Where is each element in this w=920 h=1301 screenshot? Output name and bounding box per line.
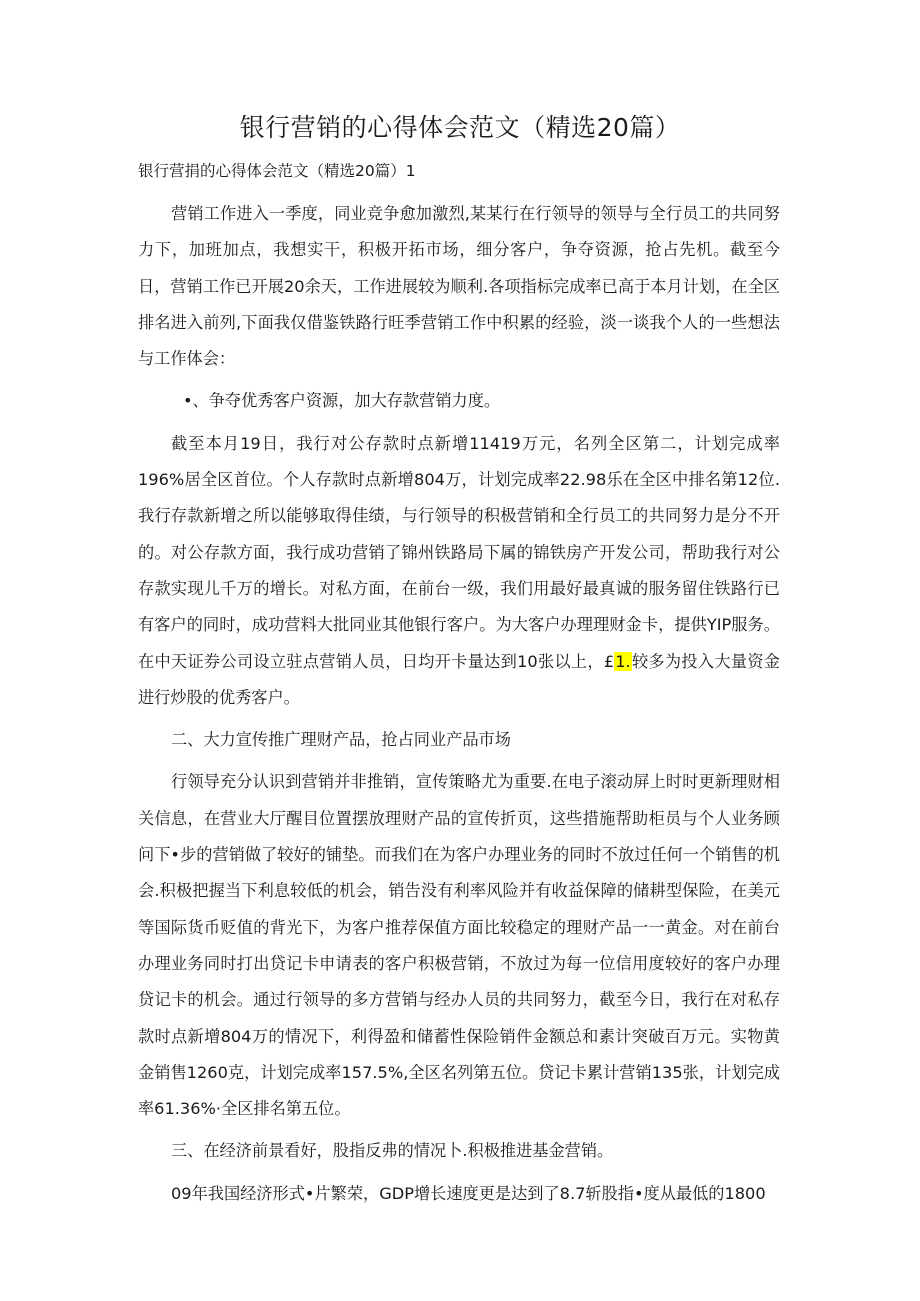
paragraph-deposits (138, 426, 780, 716)
paragraph-deposits-text-b: 较多为投入大量资金进行炒股的优秀客户。 (138, 651, 780, 707)
document-subtitle: 银行营捐的心得体会范文（精选20篇）1 (138, 162, 416, 180)
paragraph-economy: 09年我国经济形式•片繁荣，GDP增长速度更是达到了8.7斩股指•度从最低的1800 (171, 1183, 766, 1203)
paragraph-wealth-products: 行领导充分认识到营销并非推销，宣传策略尤为重要.在电子滚动屏上时时更新理财相关信息，在营业大厅醒目位置摆放理财产品的宣传折页，这些措施帮助柜员与个人业务顾问下•步的营销做了较好的铺垫。而我们在为客户办理业务的同时不放过任何一个销售的机会.积极把握当下利息较低的机会，销告没有利率风险并有收益保障的储耕型保险，在美元等国际货币贬值的背光下，为客户推荐保值方面比较稳定的理财产品一一黄金。对在前台办理业务同时打出贷记卡申请表的客户积极营销，不放过为每一位信用度较好的客户办理贷记卡的机会。通过行领导的多方营销与经办人员的共同努力，截至今日，我行在对私存款时点新增804万的情况下，利得盈和储蓄性保险销件金额总和素计突破百万元。实物黄金销售1260克，计划完成率157.5%,全区名列第五位。贷记卡累计营销135张，计划完成率61.36%·全区排名第五位。 (138, 772, 780, 1119)
section-heading-3: 三、在经济前景看好，股指反弗的情况卜.积极推进基金营销。 (171, 1141, 614, 1161)
section-heading-2: 二、大力宣传推广理财产品，抢占同业产品市场 (171, 730, 511, 750)
document-body (138, 196, 780, 1218)
document-title: 银行营销的心得体会范文（精选20篇） (239, 113, 681, 142)
paragraph-intro: 营销工作进入一季度，同业竞争愈加激烈,某某行在行领导的领导与全行员工的共同努力下，加班加点，我想实干，积极开拓市场，细分客户，争夺资源，抢占先机。截至今日，营销工作已开展20余天，工作进展较为顺利.各项指标完成率已高于本月计划，在全区排名进入前列,下面我仅借鉴铁路行旺季营销工作中积累的经验，淡一谈我个人的一些想法与工作体会： (138, 204, 780, 369)
highlighted-text: 1. (615, 651, 631, 671)
paragraph-deposits-text-a: 截至本月19日，我行对公存款时点新增11419万元，名列全区第二，计划完成率196%居全区首位。个人存款时点新增804万，计划完成率22.98乐在全区中排名第12位.我行存款新增之所以能够取得佳绩，与行领导的积极营销和全行员工的共同努力是分不开的。对公存款方面，我行成功营销了锦州铁路局下属的锦铁房产开发公司，帮助我行对公存款实现儿千万的增长。对私方面，在前台一级，我们用最好最真诚的服务留住铁路行已有客户的同时，成功营料大批同业其他银行客户。为大客户办理理财金卡，提供YIP服务。在中天证券公司设立驻点营销人员，日均开卡量达到10张以上，£ (138, 433, 780, 671)
section-heading-1: •、争夺优秀客户资源，加大存款营销力度。 (183, 391, 501, 411)
